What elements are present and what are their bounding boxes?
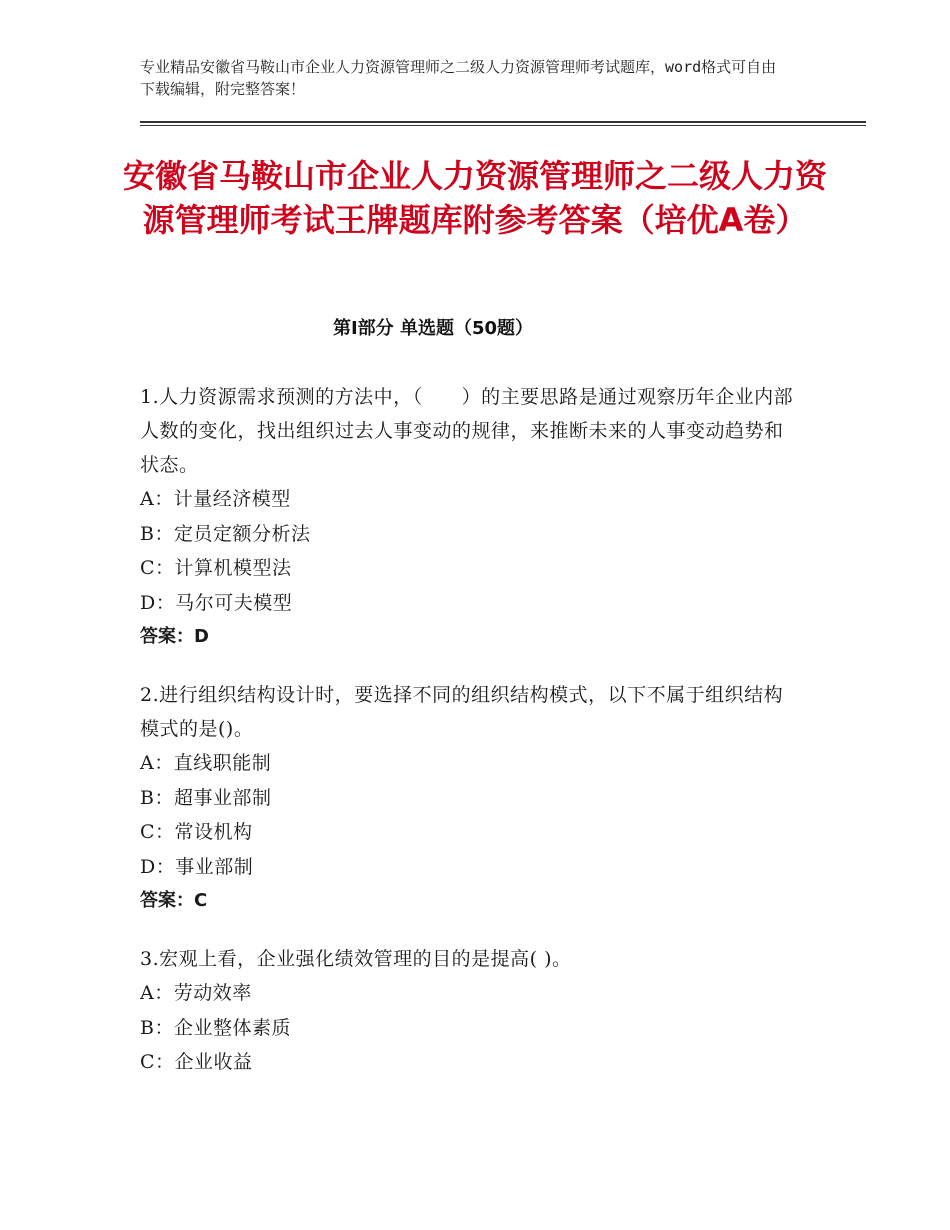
option-c: C：计算机模型法 — [140, 557, 292, 579]
option-c: C：企业收益 — [140, 1051, 253, 1073]
option-a: A：劳动效率 — [140, 982, 252, 1004]
document-title: 安徽省马鞍山市企业人力资源管理师之二级人力资源管理师考试王牌题库附参考答案（培优A卷） — [122, 157, 827, 239]
option-d: D：事业部制 — [140, 855, 254, 878]
answer-line: 答案：D — [140, 626, 209, 647]
question-list — [140, 380, 800, 1104]
question-3 — [140, 942, 800, 1080]
option-b: B：企业整体素质 — [140, 1016, 291, 1039]
question-2 — [140, 678, 800, 918]
section-title: 第Ⅰ部分 单选题（50题） — [332, 318, 533, 339]
option-a: A：直线职能制 — [140, 752, 272, 774]
option-d: D：马尔可夫模型 — [140, 591, 293, 614]
option-c: C：常设机构 — [140, 821, 253, 843]
option-a: A：计量经济模型 — [140, 488, 291, 510]
question-stem: 1.人力资源需求预测的方法中，（ ）的主要思路是通过观察历年企业内部人数的变化，找出组织过去人事变动的规律，来推断未来的人事变动趋势和状态。 — [140, 386, 794, 476]
question-stem: 2.进行组织结构设计时，要选择不同的组织结构模式，以下不属于组织结构模式的是()。 — [140, 684, 784, 740]
header-divider-thick — [140, 121, 866, 123]
question-1 — [140, 380, 800, 654]
option-b: B：定员定额分析法 — [140, 522, 311, 545]
header-divider-thin — [140, 125, 866, 126]
question-stem: 3.宏观上看，企业强化绩效管理的目的是提高( )。 — [140, 948, 572, 970]
option-b: B：超事业部制 — [140, 786, 272, 809]
answer-line: 答案：C — [140, 890, 208, 911]
header-note: 专业精品安徽省马鞍山市企业人力资源管理师之二级人力资源管理师考试题库，word格式可自由下载编辑，附完整答案！ — [140, 58, 777, 98]
